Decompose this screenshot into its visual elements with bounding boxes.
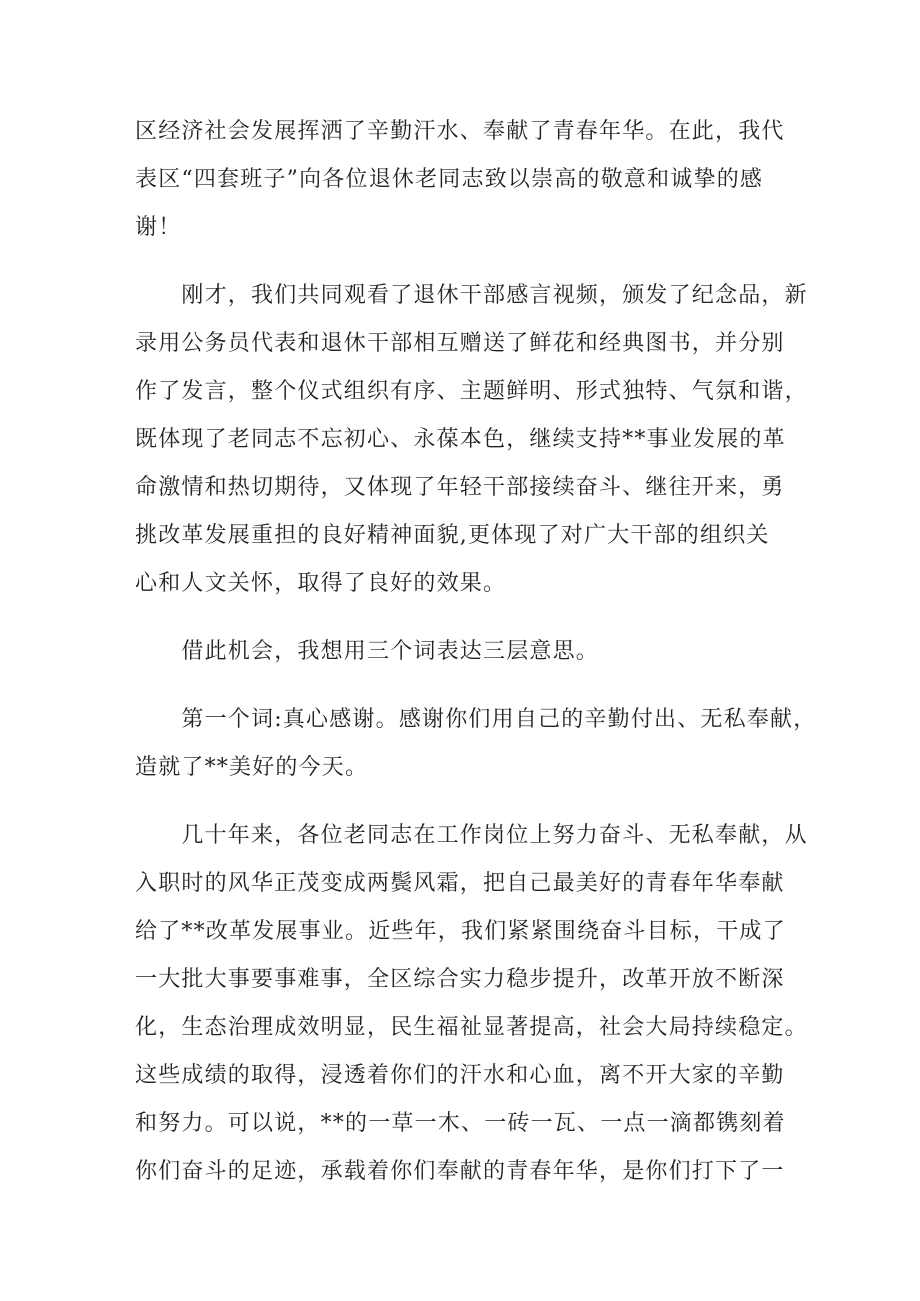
text-line: 给了**改革发展事业。近些年，我们紧紧围绕奋斗目标，干成了: [135, 919, 786, 944]
text-line: 作了发言，整个仪式组织有序、主题鲜明、形式独特、气氛和谐，: [135, 379, 808, 404]
text-line: 区经济社会发展挥洒了辛勤汗水、奉献了青春年华。在此，我代: [135, 119, 785, 144]
text-line: 命激情和热切期待，又体现了年轻干部接续奋斗、继往开来，勇: [135, 475, 785, 500]
paragraph-1: [135, 108, 795, 252]
text-line: 借此机会，我想用三个词表达三层意思。: [135, 639, 600, 664]
text-line: 这些成绩的取得，浸透着你们的汗水和心血，离不开大家的辛勤: [135, 1063, 785, 1088]
paragraph-5: [135, 812, 808, 1196]
text-line: 你们奋斗的足迹，承载着你们奉献的青春年华，是你们打下了一: [135, 1159, 785, 1184]
text-line: 挑改革发展重担的良好精神面貌,更体现了对广大干部的组织关: [135, 523, 770, 548]
text-line: 既体现了老同志不忘初心、永葆本色，继续支持**事业发展的革: [135, 427, 786, 452]
text-line: 表区“四套班子”向各位退休老同志致以崇高的敬意和诚挚的感: [135, 167, 764, 192]
text-line: 和努力。可以说，**的一草一木、一砖一瓦、一点一滴都镌刻着: [135, 1111, 786, 1136]
document-body: [135, 108, 817, 1216]
text-line: 第一个词:真心感谢。感谢你们用自己的辛勤付出、无私奉献，: [135, 707, 817, 732]
paragraph-3: [135, 628, 795, 676]
text-line: 化，生态治理成效明显，民生福祉显著提高，社会大局持续稳定。: [135, 1015, 808, 1040]
text-line: 刚才，我们共同观看了退休干部感言视频，颁发了纪念品，新: [135, 283, 808, 308]
paragraph-4: [135, 696, 817, 792]
text-line: 录用公务员代表和退休干部相互赠送了鲜花和经典图书，并分别: [135, 331, 785, 356]
text-line: 入职时的风华正茂变成两鬓风霜，把自己最美好的青春年华奉献: [135, 871, 785, 896]
text-line: 心和人文关怀，取得了良好的效果。: [135, 571, 507, 596]
text-line: 几十年来，各位老同志在工作岗位上努力奋斗、无私奉献，从: [135, 823, 808, 848]
text-line: 谢！: [135, 215, 182, 240]
text-line: 一大批大事要事难事，全区综合实力稳步提升，改革开放不断深: [135, 967, 785, 992]
paragraph-2: [135, 272, 808, 608]
text-line: 造就了**美好的今天。: [135, 755, 369, 780]
